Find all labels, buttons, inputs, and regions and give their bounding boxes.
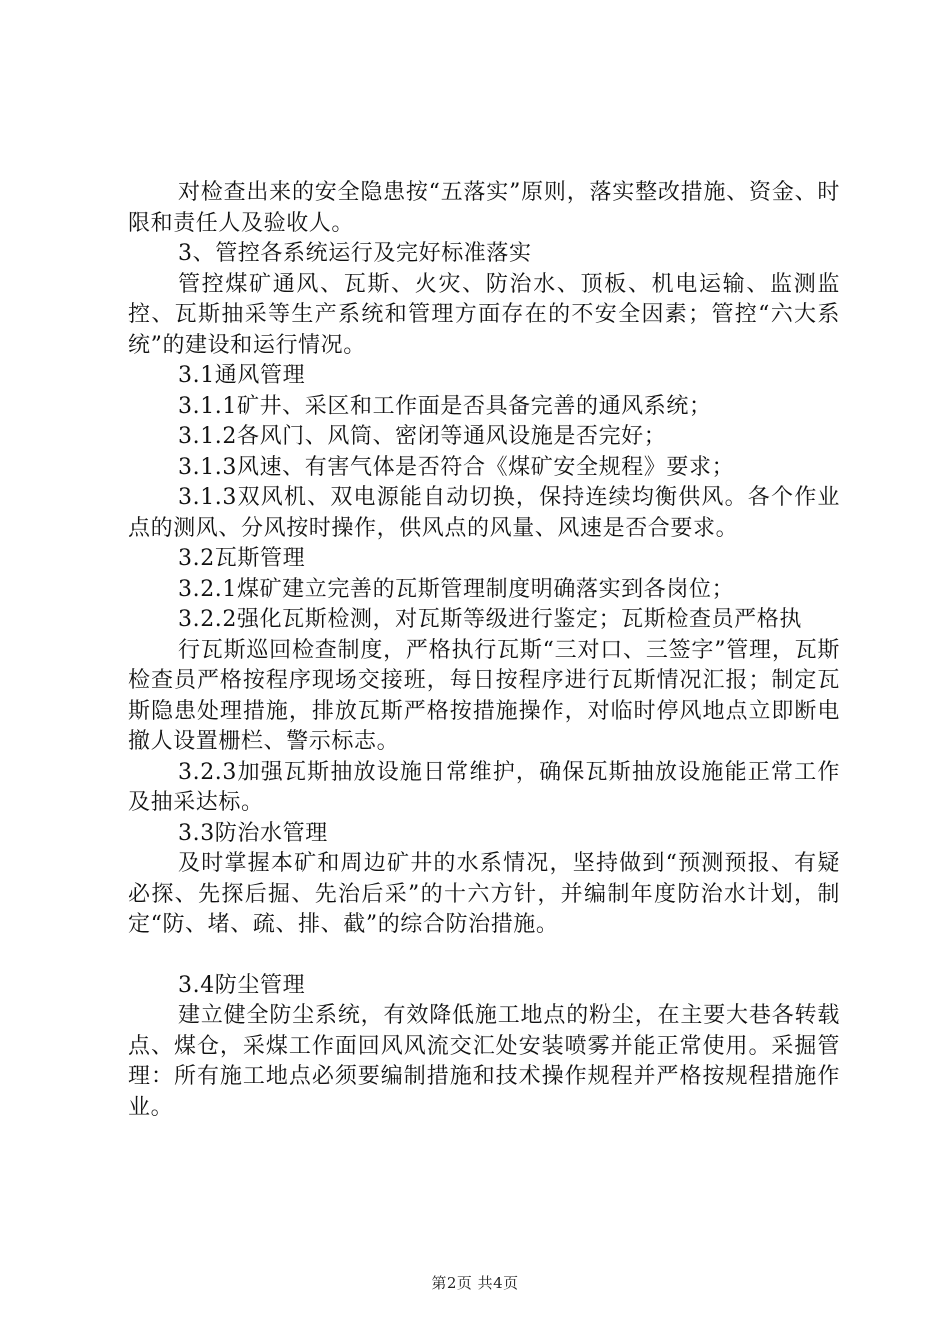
heading-gas-management: 3.2瓦斯管理 [178,546,306,571]
item-gas-system: 3.2.1煤矿建立完善的瓦斯管理制度明确落实到各岗位； [178,576,735,602]
item-gas-detection: 3.2.2强化瓦斯检测，对瓦斯等级进行鉴定；瓦斯检查员严格执 [178,607,802,632]
paragraph-dust-control: 建立健全防尘系统，有效降低施工地点的粉尘，在主要大巷各转载点、煤仓，采煤工作面回风风流交汇处安装喷雾并能正常使用。采掘管理：所有施工地点必须要编制措施和技术操作规程并严格按规程措施作业。 [128,1003,840,1120]
paragraph-gas-inspection: 行瓦斯巡回检查制度，严格执行瓦斯“三对口、三签字”管理，瓦斯检查员严格按程序现场交接班，每日按程序进行瓦斯情况汇报；制定瓦斯隐患处理措施，排放瓦斯严格按措施操作，对临时停风地点立即断电撤人设置栅栏、警示标志。 [128,637,840,754]
item-ventilation-system: 3.1.1矿井、采区和工作面是否具备完善的通风系统； [178,393,712,419]
item-wind-speed-gas: 3.1.3风速、有害气体是否符合《煤矿安全规程》要求； [178,454,735,480]
page-number-footer: 第2页 共4页 [431,1274,519,1292]
item-ventilation-facilities: 3.1.2各风门、风筒、密闭等通风设施是否完好； [178,424,667,449]
item-gas-drainage: 3.2.3加强瓦斯抽放设施日常维护，确保瓦斯抽放设施能正常工作及抽采达标。 [128,759,840,815]
document-body [128,178,840,1123]
heading-ventilation: 3.1通风管理 [178,363,306,388]
paragraph-system-control: 管控煤矿通风、瓦斯、火灾、防治水、顶板、机电运输、监测监控、瓦斯抽采等生产系统和管理方面存在的不安全因素；管控“六大系统”的建设和运行情况。 [128,271,840,358]
heading-water-control: 3.3防治水管理 [178,820,328,846]
paragraph-water-control: 及时掌握本矿和周边矿井的水系情况，坚持做到“预测预报、有疑必探、先探后掘、先治后采”的十六方针，并编制年度防治水计划，制定“防、堵、疏、排、截”的综合防治措施。 [128,851,840,937]
heading-dust-control: 3.4防尘管理 [178,972,306,998]
item-dual-fan-power: 3.1.3双风机、双电源能自动切换，保持连续均衡供风。各个作业点的测风、分风按时操作，供风点的风量、风速是否合要求。 [128,485,840,541]
heading-system-control: 3、管控各系统运行及完好标准落实 [178,241,532,266]
paragraph-hazard-rectification: 对检查出来的安全隐患按“五落实”原则，落实整改措施、资金、时限和责任人及验收人。 [128,180,840,236]
